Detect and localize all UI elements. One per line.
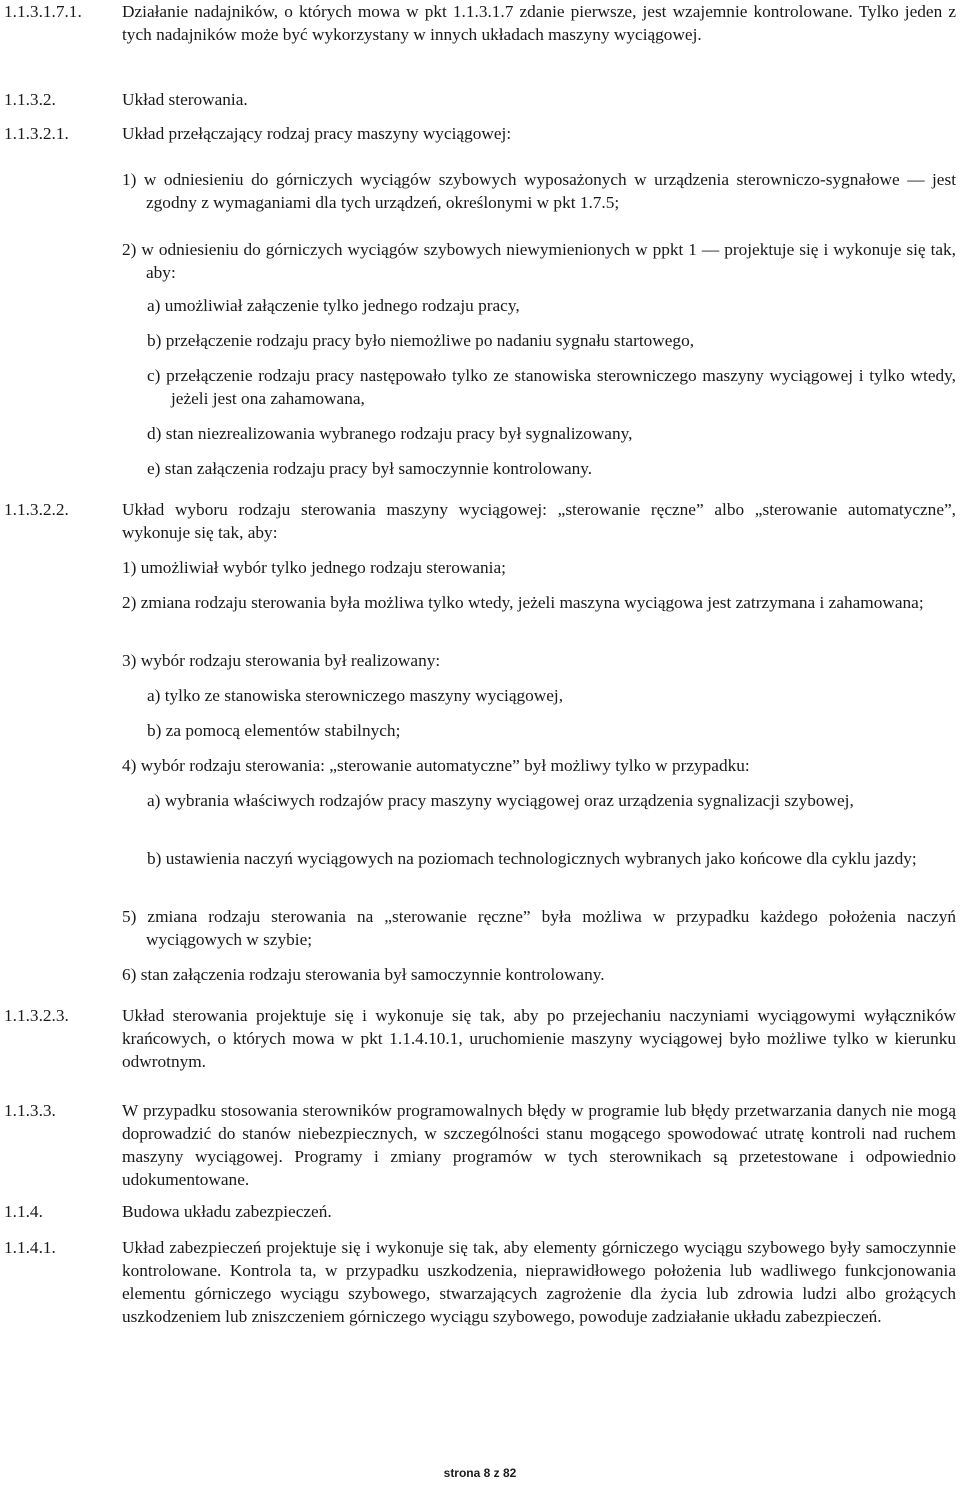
sub-list-item: b) ustawienia naczyń wyciągowych na poziomach technologicznych wybranych jako końcowe dla cyklu jazdy; — [147, 849, 917, 868]
page-footer: strona 8 z 82 — [443, 1466, 517, 1480]
sub-list-item: b) za pomocą elementów stabilnych; — [147, 721, 401, 740]
list-item: 1) umożliwiał wybór tylko jednego rodzaju sterowania; — [122, 558, 506, 577]
section-number: 1.1.3.2. — [4, 90, 56, 109]
section-heading: Układ sterowania. — [122, 90, 248, 109]
list-item: 5) zmiana rodzaju sterowania na „sterowanie ręczne” była możliwa w przypadku każdego położenia naczyń wyciągowych w szybie; — [122, 907, 956, 949]
section-text: Układ wyboru rodzaju sterowania maszyny wyciągowej: „sterowanie ręczne” albo „sterowanie automatyczne”, wykonuje się tak, aby: — [122, 500, 956, 542]
list-item: 2) w odniesieniu do górniczych wyciągów szybowych niewymienionych w ppkt 1 — projektuje się i wykonuje się tak, aby: — [122, 240, 956, 282]
section-number: 1.1.3.3. — [4, 1101, 56, 1120]
sub-list-item: b) przełączenie rodzaju pracy było niemożliwe po nadaniu sygnału startowego, — [147, 331, 695, 350]
sub-list-item: a) wybrania właściwych rodzajów pracy maszyny wyciągowej oraz urządzenia sygnalizacji szybowej, — [147, 791, 854, 810]
section-text: Układ przełączający rodzaj pracy maszyny wyciągowej: — [122, 124, 512, 143]
list-item: 3) wybór rodzaju sterowania był realizowany: — [122, 651, 441, 670]
list-item: 6) stan załączenia rodzaju sterowania był samoczynnie kontrolowany. — [122, 965, 605, 984]
section-heading: Budowa układu zabezpieczeń. — [122, 1202, 332, 1221]
list-item: 4) wybór rodzaju sterowania: „sterowanie automatyczne” był możliwy tylko w przypadku: — [122, 756, 750, 775]
sub-list-item: e) stan załączenia rodzaju pracy był samoczynnie kontrolowany. — [147, 459, 593, 478]
section-number: 1.1.4.1. — [4, 1238, 56, 1257]
sub-list-item: c) przełączenie rodzaju pracy następowało tylko ze stanowiska sterowniczego maszyny wyciągowej i tylko wtedy, jeżeli jest ona zahamowana, — [147, 366, 956, 408]
sub-list-item: a) tylko ze stanowiska sterowniczego maszyny wyciągowej, — [147, 686, 564, 705]
section-number: 1.1.4. — [4, 1202, 43, 1221]
sub-list-item: a) umożliwiał załączenie tylko jednego rodzaju pracy, — [147, 296, 520, 315]
section-text: W przypadku stosowania sterowników programowalnych błędy w programie lub błędy przetwarzania danych nie mogą doprowadzić do stanów niebezpiecznych, w szczególności stanu mogącego spowodować utratę kontroli nad ruchem maszyny wyciągowej. Programy i zmiany programów w tych sterownikach są przetestowane i odpowiednio udokumentowane. — [122, 1101, 956, 1189]
section-number: 1.1.3.2.1. — [4, 124, 69, 143]
list-item: 2) zmiana rodzaju sterowania była możliwa tylko wtedy, jeżeli maszyna wyciągowa jest zatrzymana i zahamowana; — [122, 593, 924, 612]
section-text: Układ sterowania projektuje się i wykonuje się tak, aby po przejechaniu naczyniami wyciągowymi wyłączników krańcowych, o których mowa w pkt 1.1.4.10.1, uruchomienie maszyny wyciągowej było możliwe tylko w kierunku odwrotnym. — [122, 1006, 956, 1071]
section-text: Działanie nadajników, o których mowa w pkt 1.1.3.1.7 zdanie pierwsze, jest wzajemnie kontrolowane. Tylko jeden z tych nadajników może być wykorzystany w innych układach maszyny wyciągowej. — [122, 2, 956, 44]
section-number: 1.1.3.1.7.1. — [4, 2, 82, 21]
list-item: 1) w odniesieniu do górniczych wyciągów szybowych wyposażonych w urządzenia sterowniczo-sygnałowe — jest zgodny z wymaganiami dla tych urządzeń, określonymi w pkt 1.7.5; — [122, 170, 956, 212]
sub-list-item: d) stan niezrealizowania wybranego rodzaju pracy był sygnalizowany, — [147, 424, 633, 443]
section-number: 1.1.3.2.2. — [4, 500, 69, 519]
section-number: 1.1.3.2.3. — [4, 1006, 69, 1025]
section-text: Układ zabezpieczeń projektuje się i wykonuje się tak, aby elementy górniczego wyciągu szybowego były samoczynnie kontrolowane. Kontrola ta, w przypadku uszkodzenia, nieprawidłowego położenia lub wadliwego funkcjonowania elementu górniczego wyciągu szybowego, stwarzających zagrożenie dla życia lub zdrowia ludzi albo grożących uszkodzeniem lub zniszczeniem górniczego wyciągu szybowego, powoduje zadziałanie układu zabezpieczeń. — [122, 1238, 956, 1326]
